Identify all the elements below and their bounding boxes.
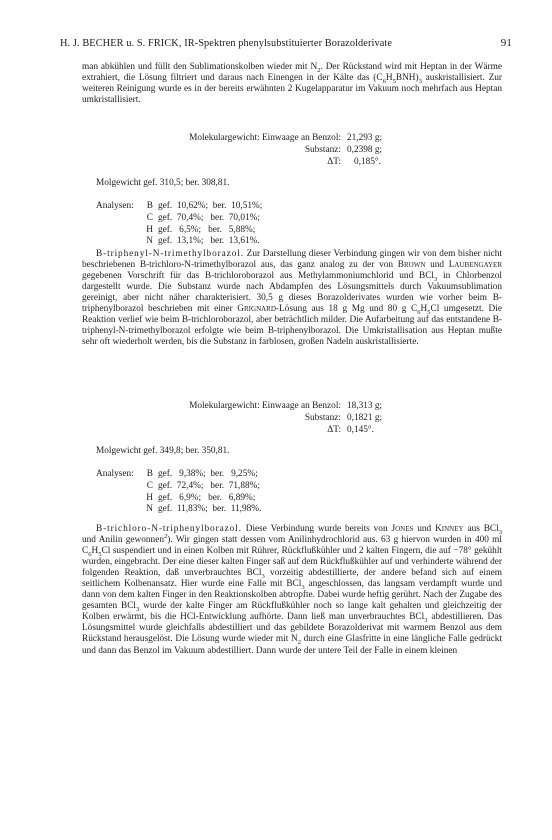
analysis-prefix: [96, 493, 140, 505]
para3-text: und: [413, 524, 436, 534]
para3-sub: 3: [301, 584, 305, 592]
mw-value: 0,145°.: [347, 424, 374, 435]
para2-text: H: [420, 304, 428, 315]
footnote-marker: 2: [163, 532, 168, 540]
analysis-row: [96, 481, 261, 493]
para3-text: H: [91, 546, 99, 557]
para1-text-a: man abkühlen und füllt den Sublimationskolben wieder mit N: [82, 62, 318, 72]
para3-sub: 6: [88, 550, 92, 558]
para3-sub: 3: [424, 617, 428, 625]
mw-label: ΔT:: [327, 424, 341, 435]
analysis-values: gef. 11,83%; ber. 11,98%.: [158, 504, 262, 515]
analysis-row: [96, 469, 261, 481]
analysis-row: [96, 504, 261, 516]
analysis-prefix: [96, 225, 140, 237]
para3-sub: 5: [98, 550, 102, 558]
mw-label: Substanz:: [304, 144, 341, 155]
mw-value: 0,1821 g;: [347, 412, 383, 423]
mw-label: Substanz:: [304, 412, 341, 423]
para1-text-c: H: [385, 73, 393, 84]
analysis-values: gef. 6,9%; ber. 6,89%;: [158, 492, 256, 503]
analysis-row: [96, 201, 262, 213]
author-name: Kinney: [435, 524, 464, 534]
molecular-weight-block-1: [96, 133, 382, 168]
running-header: [60, 37, 512, 49]
author-name: Jones: [391, 524, 414, 534]
para3-text: aus BCl: [463, 524, 499, 534]
analysis-element: B: [146, 469, 153, 479]
para3-sub: 2: [297, 639, 301, 647]
para3-text: ). Wir gingen statt dessen vom Anilinhydrochlorid aus. 63 g hiervon wurden in 400 ml C: [82, 535, 502, 557]
mw-label: Molekulargewicht: Einwaage an Benzol:: [189, 401, 341, 411]
mw-value: 0,185°.: [347, 156, 381, 167]
paragraph-trichloro-triphenylborazol: [82, 524, 502, 657]
author-name: Laubengayer: [448, 260, 503, 271]
para1-sub: 5: [392, 77, 396, 85]
mw-label: Molekulargewicht: Einwaage an Benzol:: [189, 133, 341, 143]
analysis-row: [96, 213, 262, 225]
analysis-element: B: [146, 201, 153, 211]
mw-value: 18,313 g;: [347, 401, 383, 411]
analysis-row: [96, 225, 262, 237]
analysis-element: H: [146, 224, 153, 235]
para2-sub: 3: [433, 275, 438, 283]
para3-sub: 3: [261, 573, 265, 581]
mw-row: [96, 145, 382, 157]
analysis-prefix: [96, 504, 140, 516]
mw-value: 21,293 g;: [347, 133, 383, 143]
para1-sub: 2: [317, 66, 321, 74]
header-left: [60, 38, 392, 49]
analysis-values: gef. 70,4%; ber. 70,01%;: [158, 212, 260, 223]
para2-text: gegebenen Vorschrift für das B-trichloroborazol aus Methylammoniumchlorid und BCl: [82, 271, 434, 282]
compound-heading: B-trichloro-N-triphenylborazol.: [96, 524, 242, 534]
analysis-values: gef. 13,1%; ber. 13,61%.: [158, 236, 260, 247]
author-name: Brown: [397, 260, 426, 271]
analysis-prefix: Analysen:: [96, 469, 134, 479]
para3-text: abdestillieren. Das Lösungsmittel wurde gleichfalls abdestilliert und das gebildete Borazolderivat mit warmem Benzol aus dem Rückstand herausgelöst. Die Lösung wurde wieder mit N: [82, 612, 502, 645]
para3-text: durch eine Glasfritte in eine längliche Falle gedrückt und dann das Benzol im Vakuum abdestilliert. Dann wurde der untere Teil der Falle in einem kleinen: [82, 634, 503, 656]
analysis-element: C: [146, 212, 153, 223]
compound-heading: B-triphenyl-N-trimethylborazol.: [96, 249, 244, 259]
analysis-element: H: [146, 492, 153, 503]
analysis-element: C: [146, 480, 153, 491]
mw-row: [96, 413, 382, 425]
molgewicht-line-2: Molgewicht gef. 349,8; ber. 350,81.: [96, 446, 230, 456]
para3-text: vorzeitig abdestillierte, der andere befand sich auf einem seitlichem Kolbenansatz. Hier wurde eine Falle mit BCl: [82, 568, 502, 590]
header-authors: H. J. BECHER u. S. FRICK,: [60, 38, 182, 49]
analysis-block-2: [96, 469, 261, 516]
paragraph-triphenyl-trimethylborazol: [82, 249, 502, 348]
analysis-values: gef. 9,38%; ber. 9,25%;: [158, 469, 258, 479]
analysis-block-1: [96, 201, 262, 248]
mw-row: [96, 425, 382, 437]
para1-sub: 3: [418, 77, 422, 85]
molecular-weight-block-2: [96, 401, 382, 436]
para3-text: Diese Verbindung wurde bereits von: [241, 524, 392, 534]
analysis-prefix: Analysen:: [96, 201, 134, 211]
analysis-values: gef. 6,5%; ber. 5,88%;: [158, 224, 256, 235]
analysis-element: N: [146, 504, 153, 515]
para2-text: Cl umgesetzt. Die Reaktion verlief wie beim B-trichloroborazol, aber beträchtlich milder. Die Aufarbeitung auf das entstandene B-triphenyl-N-trimethylborazol erfolgte wie beim B-triphenylborazol. Die Umkristallisation aus Heptan mußte sehr oft wiederholt werden, bis die Substanz in farblosen, großen Nadeln auskristallisierte.: [82, 304, 502, 348]
analysis-values: gef. 10,62%; ber. 10,51%;: [158, 201, 263, 211]
analysis-prefix: [96, 481, 140, 493]
mw-value: 0,2398 g;: [347, 144, 383, 155]
mw-row: [96, 157, 382, 169]
analysis-row: [96, 236, 262, 248]
mw-label: ΔT:: [327, 156, 341, 167]
analysis-element: N: [146, 236, 153, 247]
author-name: Grignard: [237, 304, 276, 315]
para1-sub: 6: [382, 77, 386, 85]
para3-sub: 3: [135, 606, 140, 614]
para3-text: angeschlossen, das langsam verdampft wurde und dann von dem kalten Finger in den Reaktionskolben abtropfte. Dabei wurde heftig gerührt. Nach der Zugabe des gesamten BCl: [82, 579, 502, 612]
para2-sub: 5: [427, 309, 431, 317]
para3-sub: 3: [498, 528, 502, 536]
para2-text: in Chlorbenzol dargestellt wurde. Die Substanz wurde nach Abdampfen des Lösungsmittels durch Vakuumsublimation gereinigt, aber nicht näher charakterisiert. 30,5 g dieses Borazolderivates wurden wie vorher beim B-triphenylborazol beschrieben mit einer: [82, 271, 502, 315]
para1-text-d: BNH): [395, 73, 419, 84]
analysis-prefix: [96, 213, 140, 225]
para2-text: Zur Darstellung dieser Verbindung gingen wir von dem bisher nicht beschriebenen B-trichloro-N-trimethylborazol aus, das ganz analog zu der von: [82, 249, 502, 271]
para1-text-e: auskristallisiert. Zur weiteren Reinigung wurde es in der bereits erwähnten 2 Kugelapparatur im Vakuum noch mehrfach aus Heptan umkristallisiert.: [82, 73, 502, 106]
analysis-values: gef. 72,4%; ber. 71,88%;: [158, 480, 260, 491]
para2-sub: 6: [417, 309, 421, 317]
para2-text: -Lösung aus 18 g Mg und 80 g C: [275, 304, 418, 315]
para3-text: Cl suspendiert und in einen Kolben mit Rührer, Rückflußkühler und 2 kalten Fingern, die auf −78° gekühlt wurden, eingebracht. Der eine dieser kalten Finger saß auf dem Rückflußkühler auf und verhinderte während der folgenden Reaktion, daß unverbrauchtes BCl: [82, 546, 503, 579]
mw-row: [96, 401, 382, 413]
page-number: 91: [500, 37, 512, 49]
molgewicht-line-1: Molgewicht gef. 310,5; ber. 308,81.: [96, 178, 230, 188]
paragraph-sublimation: [82, 62, 502, 106]
para3-text: wurde der kalte Finger am Rückflußkühler noch so lange kalt gehalten und gleichzeitig der Kolben erwärmt, bis die HCl-Entwicklung aufhörte. Dann ließ man unverbrauchtes BCl: [82, 601, 502, 623]
analysis-row: [96, 493, 261, 505]
para1-text-b: . Der Rückstand wird mit Heptan in der Wärme extrahiert, die Lösung filtriert und daraus nach Einengen in der Kälte das (C: [82, 62, 502, 84]
header-title: IR-Spektren phenylsubstituierter Borazolderivate: [184, 38, 393, 49]
para3-text: und Anilin gewonnen: [82, 535, 164, 546]
analysis-prefix: [96, 236, 140, 248]
para2-text: und: [425, 260, 449, 271]
mw-row: [96, 133, 382, 145]
